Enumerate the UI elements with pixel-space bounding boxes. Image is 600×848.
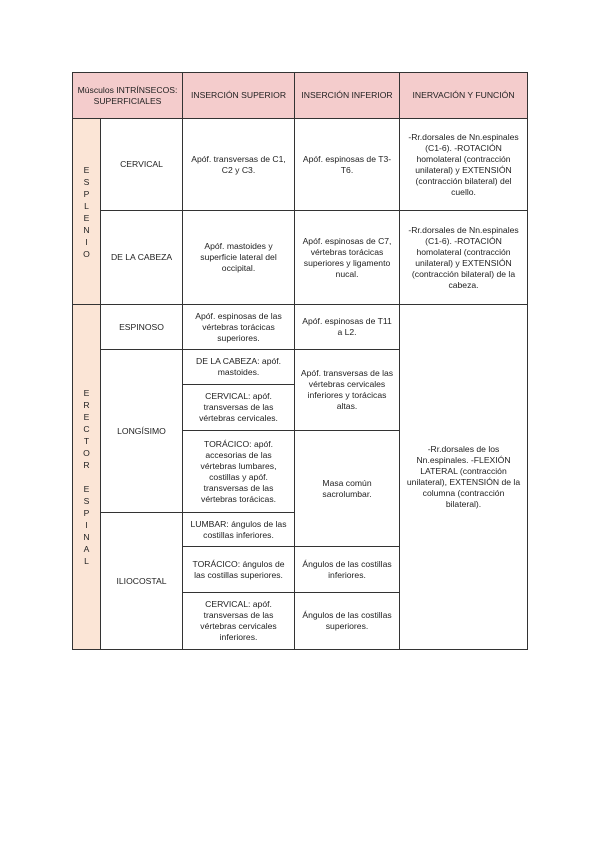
header-inferior-insertion: INSERCIÓN INFERIOR (295, 73, 400, 119)
group-erector-label: E R E C T O R E S P I N A L (83, 388, 90, 566)
row-cabeza-inferior: Apóf. espinosas de C7, vértebras torácicas superiores y ligamento nucal. (295, 211, 400, 305)
row-longisimo-superior-toracico: TORÁCICO: apóf. accesorias de las vértebras lumbares, costillas y apóf. transversas de las vértebras torácicas. (183, 431, 295, 513)
row-iliocostal-inferior-cervical: Ángulos de las costillas superiores. (295, 593, 400, 650)
row-longisimo-inferior-1: Apóf. transversas de las vértebras cervicales inferiores y torácicas altas. (295, 350, 400, 431)
group-esplenio (73, 119, 101, 305)
header-innervation-function: INERVACIÓN Y FUNCIÓN (400, 73, 528, 119)
row-espinoso-name: ESPINOSO (101, 305, 183, 350)
group-erector (73, 305, 101, 650)
erector-function: -Rr.dorsales de los Nn.espinales. -FLEXIÓN LATERAL (contracción unilateral), EXTENSIÓN de la columna (contracción bilateral). (400, 305, 528, 650)
row-cervical-name: CERVICAL (101, 119, 183, 211)
row-longisimo-superior-cabeza: DE LA CABEZA: apóf. mastoides. (183, 350, 295, 385)
row-longisimo-superior-cervical: CERVICAL: apóf. transversas de las vértebras cervicales. (183, 385, 295, 431)
row-longisimo-name: LONGÍSIMO (101, 350, 183, 513)
row-cervical-superior: Apóf. transversas de C1, C2 y C3. (183, 119, 295, 211)
row-iliocostal-superior-lumbar: LUMBAR: ángulos de las costillas inferiores. (183, 513, 295, 547)
row-cabeza-name: DE LA CABEZA (101, 211, 183, 305)
row-cervical-function: -Rr.dorsales de Nn.espinales (C1-6). -ROTACIÓN homolateral (contracción unilateral) y EXTENSIÓN (contracción bilateral) del cuello. (400, 119, 528, 211)
row-iliocostal-superior-cervical: CERVICAL: apóf. transversas de las vértebras cervicales inferiores. (183, 593, 295, 650)
row-iliocostal-name: ILIOCOSTAL (101, 513, 183, 650)
muscles-table (72, 72, 528, 650)
group-esplenio-label: E S P L E N I O (83, 164, 90, 259)
row-espinoso-superior: Apóf. espinosas de las vértebras torácicas superiores. (183, 305, 295, 350)
row-espinoso-inferior: Apóf. espinosas de T11 a L2. (295, 305, 400, 350)
header-superior-insertion: INSERCIÓN SUPERIOR (183, 73, 295, 119)
row-iliocostal-inferior-toracico: Ángulos de las costillas inferiores. (295, 547, 400, 593)
row-iliocostal-superior-toracico: TORÁCICO: ángulos de las costillas superiores. (183, 547, 295, 593)
row-cabeza-superior: Apóf. mastoides y superficie lateral del occipital. (183, 211, 295, 305)
row-masa-comun: Masa común sacrolumbar. (295, 431, 400, 547)
row-cervical-inferior: Apóf. espinosas de T3-T6. (295, 119, 400, 211)
header-muscles: Músculos INTRÍNSECOS: SUPERFICIALES (73, 73, 183, 119)
row-cabeza-function: -Rr.dorsales de Nn.espinales (C1-6). -ROTACIÓN homolateral (contracción unilateral) y EXTENSIÓN (contracción bilateral) de la cabeza. (400, 211, 528, 305)
